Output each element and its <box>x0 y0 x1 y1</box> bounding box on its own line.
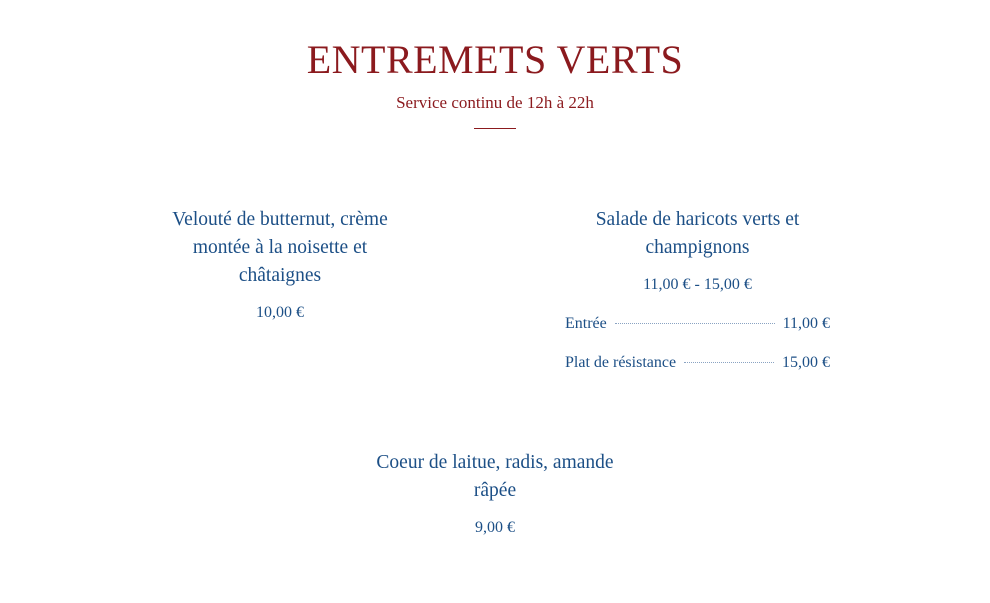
dish-price-range: 11,00 € - 15,00 € <box>643 276 752 293</box>
option-price: 11,00 € <box>782 315 830 332</box>
option-label: Entrée <box>565 315 607 332</box>
menu-item-coeur-laitue <box>350 449 640 539</box>
dish-name-line: Salade de haricots verts et <box>595 209 800 230</box>
service-hours: Service continu de 12h à 22h <box>396 93 594 112</box>
dish-name <box>150 206 410 290</box>
dish-options-list <box>565 313 830 391</box>
dish-name-line: Coeur de laitue, radis, amande <box>376 452 614 473</box>
option-row-entree <box>565 313 830 335</box>
section-title: ENTREMETS VERTS <box>306 37 684 82</box>
dish-name-line: champignons <box>645 237 750 258</box>
dish-name-line: châtaignes <box>238 265 322 286</box>
option-row-plat <box>565 352 830 374</box>
title-divider <box>474 128 516 129</box>
dish-price: 9,00 € <box>475 519 515 536</box>
menu-header <box>0 36 990 129</box>
dish-name-line: râpée <box>473 480 517 501</box>
dish-name <box>560 206 835 262</box>
option-price: 15,00 € <box>782 354 830 371</box>
option-label: Plat de résistance <box>565 354 677 371</box>
dish-name-line: montée à la noisette et <box>192 237 368 258</box>
menu-item-veloute <box>150 206 410 324</box>
dotted-leader <box>684 362 774 363</box>
dish-price: 10,00 € <box>256 304 304 321</box>
dish-name <box>350 449 640 505</box>
dotted-leader <box>615 323 775 324</box>
dish-name-line: Velouté de butternut, crème <box>172 209 388 230</box>
menu-item-salade-haricots <box>560 206 835 296</box>
